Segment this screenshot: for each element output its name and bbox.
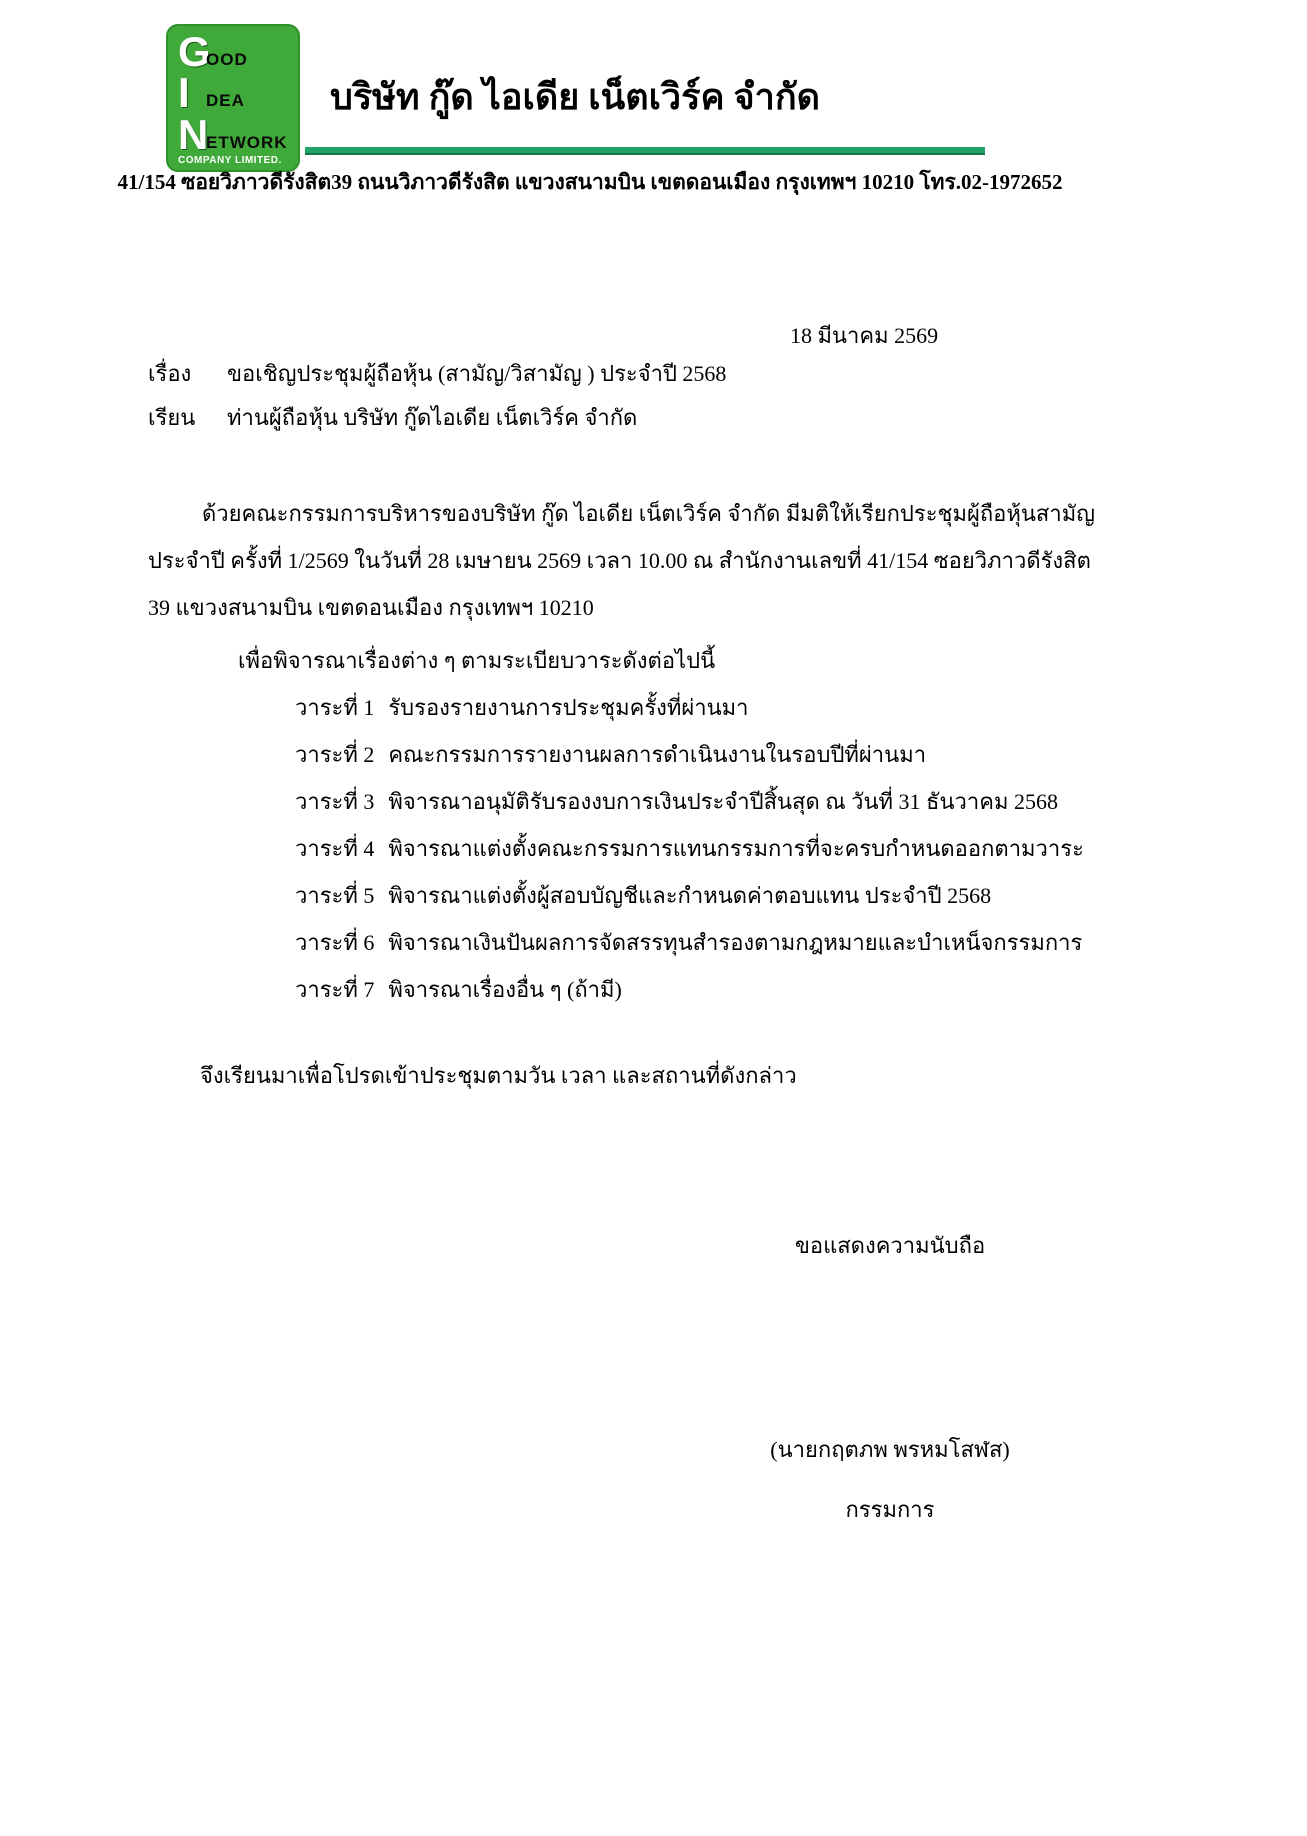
agenda-item-7-text: พิจารณาเรื่องอื่น ๆ (ถ้ามี) [388, 977, 622, 1002]
logo-word-good: OOD [206, 50, 248, 69]
logo-letter-n: N [178, 110, 209, 158]
agenda-item-3 [295, 784, 1058, 819]
agenda-item-1-text: รับรองรายงานการประชุมครั้งที่ผ่านมา [388, 695, 749, 720]
agenda-item-7 [295, 972, 622, 1007]
signer-name: (นายกฤตภพ พรหมโสฬส) [770, 1437, 1010, 1462]
letter-date: 18 มีนาคม 2569 [790, 323, 939, 348]
agenda-item-5 [295, 878, 991, 913]
agenda-intro: เพื่อพิจารณาเรื่องต่าง ๆ ตามระเบียบวาระดังต่อไปนี้ [238, 648, 716, 673]
agenda-item-5-text: พิจารณาแต่งตั้งผู้สอบบัญชีและกำหนดค่าตอบแทน ประจำปี 2568 [388, 883, 992, 908]
subject-text: ขอเชิญประชุมผู้ถือหุ้น (สามัญ/วิสามัญ ) ประจำปี 2568 [227, 361, 727, 386]
agenda-item-3-label: วาระที่ 3 [295, 789, 375, 814]
body-paragraph-line-1: ด้วยคณะกรรมการบริหารของบริษัท กู๊ด ไอเดีย เน็ตเวิร์ค จำกัด มีมติให้เรียกประชุมผู้ถือหุ้นสามัญ [202, 501, 1095, 526]
company-address-line: 41/154 ซอยวิภาวดีรังสิต39 ถนนวิภาวดีรังสิต แขวงสนามบิน เขตดอนเมือง กรุงเทพฯ 10210 โทร.02-1972652 [117, 170, 1063, 194]
agenda-item-4 [295, 831, 1084, 866]
company-name-title: บริษัท กู๊ด ไอเดีย เน็ตเวิร์ค จำกัด [329, 77, 821, 117]
agenda-item-2-text: คณะกรรมการรายงานผลการดำเนินงานในรอบปีที่ผ่านมา [388, 742, 927, 767]
agenda-item-1 [295, 690, 749, 725]
recipient-row [148, 400, 637, 435]
logo-letter-g: G [178, 28, 211, 75]
agenda-item-7-label: วาระที่ 7 [295, 977, 375, 1002]
header-divider-rule [305, 147, 985, 155]
agenda-item-2 [295, 737, 926, 772]
agenda-item-6 [295, 925, 1082, 960]
agenda-item-4-label: วาระที่ 4 [295, 836, 375, 861]
recipient-text: ท่านผู้ถือหุ้น บริษัท กู๊ดไอเดีย เน็ตเวิร์ค จำกัด [227, 405, 638, 430]
salutation: ขอแสดงความนับถือ [794, 1233, 986, 1258]
agenda-item-6-text: พิจารณาเงินปันผลการจัดสรรทุนสำรองตามกฎหมายและบำเหน็จกรรมการ [388, 930, 1083, 955]
signer-title: กรรมการ [845, 1497, 935, 1522]
logo-line-good [178, 28, 292, 75]
agenda-item-3-text: พิจารณาอนุมัติรับรองงบการเงินประจำปีสิ้นสุด ณ วันที่ 31 ธันวาคม 2568 [388, 789, 1058, 814]
agenda-item-4-text: พิจารณาแต่งตั้งคณะกรรมการแทนกรรมการที่จะครบกำหนดออกตามวาระ [388, 836, 1084, 861]
agenda-item-5-label: วาระที่ 5 [295, 883, 375, 908]
agenda-item-6-label: วาระที่ 6 [295, 930, 375, 955]
subject-row [148, 356, 726, 391]
logo-line-idea [178, 69, 292, 117]
logo-tagline: COMPANY LIMITED. [178, 154, 282, 166]
agenda-item-2-label: วาระที่ 2 [295, 742, 375, 767]
closing-sentence: จึงเรียนมาเพื่อโปรดเข้าประชุมตามวัน เวลา และสถานที่ดังกล่าว [200, 1063, 797, 1088]
logo-word-network: ETWORK [206, 132, 288, 152]
body-paragraph-line-3: 39 แขวงสนามบิน เขตดอนเมือง กรุงเทพฯ 10210 [148, 595, 594, 620]
agenda-item-1-label: วาระที่ 1 [295, 695, 375, 720]
body-paragraph-line-2: ประจำปี ครั้งที่ 1/2569 ในวันที่ 28 เมษายน 2569 เวลา 10.00 ณ สำนักงานเลขที่ 41/154 ซอยวิภาวดีรังสิต [148, 548, 1091, 573]
recipient-label: เรียน [148, 405, 196, 430]
logo-line-network [178, 110, 292, 158]
logo-letter-i: I [178, 69, 190, 117]
subject-label: เรื่อง [148, 361, 192, 386]
logo-word-idea: DEA [206, 91, 245, 111]
